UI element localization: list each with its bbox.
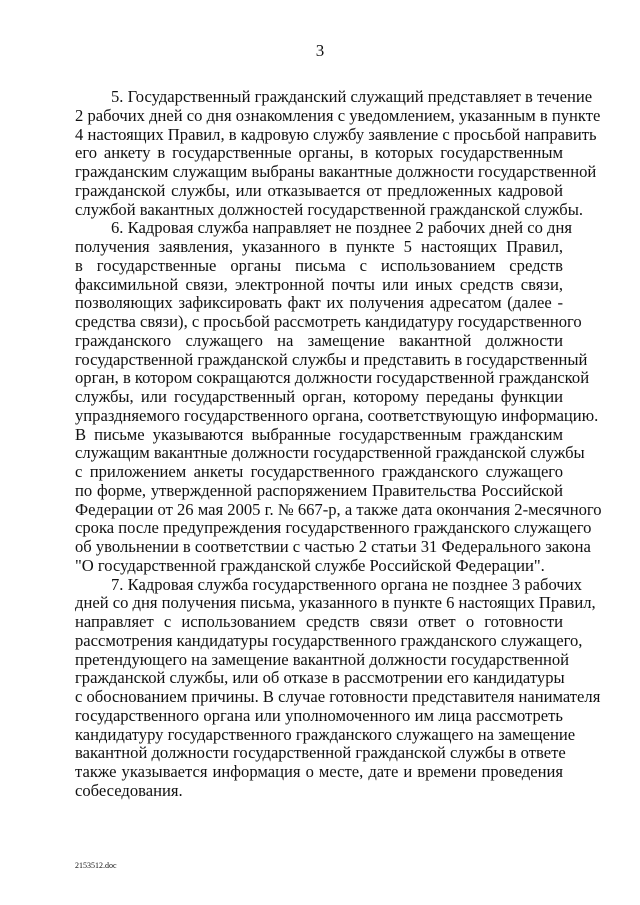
text-line: 2 рабочих дней со дня ознакомления с уведомлением, указанным в пункте bbox=[75, 105, 601, 125]
text-line: факсимильной связи, электронной почты или иных средств связи, bbox=[75, 274, 563, 294]
text-line: службой вакантных должностей государственной гражданской службы. bbox=[75, 199, 584, 219]
text-line: 7. Кадровая служба государственного органа не позднее 3 рабочих bbox=[111, 574, 582, 594]
text-line: 6. Кадровая служба направляет не позднее 2 рабочих дней со дня bbox=[111, 218, 572, 238]
paragraph-5 bbox=[75, 87, 601, 219]
text-line: направляет с использованием средств связи ответ о готовности bbox=[75, 612, 563, 631]
text-line: кандидатуру государственного гражданского служащего на замещение bbox=[75, 724, 576, 744]
text-line: срока после предупреждения государственного гражданского служащего bbox=[75, 518, 592, 538]
text-line: претендующего на замещение вакантной должности государственной bbox=[75, 649, 570, 669]
text-line: упраздняемого государственного органа, соответствующую информацию. bbox=[75, 405, 599, 425]
text-line: получения заявления, указанного в пункте 5 настоящих Правил, bbox=[75, 237, 563, 256]
paragraph-6 bbox=[75, 218, 602, 575]
text-line: Федерации от 26 мая 2005 г. № 667-р, а также дата окончания 2-месячного bbox=[75, 499, 602, 519]
document-body bbox=[75, 87, 602, 801]
text-line: его анкету в государственные органы, в которых государственным bbox=[75, 143, 563, 163]
footer-filename: 2153512.doc bbox=[75, 861, 117, 870]
text-line: службы, или государственный орган, которому переданы функции bbox=[75, 387, 563, 406]
text-line: собеседования. bbox=[75, 780, 183, 800]
text-line: рассмотрения кандидатуры государственного гражданского служащего, bbox=[75, 630, 583, 650]
text-line: государственной гражданской службы и представить в государственный bbox=[75, 349, 588, 369]
text-line: 5. Государственный гражданский служащий представляет в течение bbox=[111, 87, 593, 106]
paragraph-7 bbox=[75, 574, 601, 801]
text-line: государственного органа или уполномоченного им лица рассмотреть bbox=[75, 705, 563, 725]
text-line: в государственные органы письма с использованием средств bbox=[75, 255, 563, 275]
text-line: орган, в котором сокращаются должности государственной гражданской bbox=[75, 368, 590, 388]
text-line: позволяющих зафиксировать факт их получения адресатом (далее - bbox=[75, 293, 563, 313]
text-line: средства связи), с просьбой рассмотреть кандидатуру государственного bbox=[75, 312, 582, 331]
text-line: гражданской службы, или об отказе в рассмотрении его кандидатуры bbox=[75, 668, 565, 688]
text-line: "О государственной гражданской службе Российской Федерации". bbox=[75, 555, 545, 575]
text-line: с приложением анкеты государственного гражданского служащего bbox=[75, 462, 563, 481]
page-number: 3 bbox=[315, 41, 325, 60]
text-line: служащим вакантные должности государственной гражданской службы bbox=[75, 443, 585, 463]
text-line: В письме указываются выбранные государственным гражданским bbox=[75, 424, 563, 444]
text-line: с обоснованием причины. В случае готовности представителя нанимателя bbox=[75, 687, 601, 706]
text-line: дней со дня получения письма, указанного в пункте 6 настоящих Правил, bbox=[75, 593, 596, 613]
text-line: гражданским служащим выбраны вакантные должности государственной bbox=[75, 162, 597, 181]
text-line: по форме, утвержденной распоряжением Правительства Российской bbox=[75, 480, 563, 500]
text-line: гражданской службы, или отказывается от предложенных кадровой bbox=[75, 180, 563, 200]
text-line: вакантной должности государственной гражданской службы в ответе bbox=[75, 743, 566, 763]
text-line: об увольнении в соответствии с частью 2 статьи 31 Федерального закона bbox=[75, 537, 591, 556]
text-line: также указывается информация о месте, дате и времени проведения bbox=[75, 762, 563, 781]
text-line: гражданского служащего на замещение вакантной должности bbox=[75, 330, 563, 350]
text-line: 4 настоящих Правил, в кадровую службу заявление с просьбой направить bbox=[75, 124, 597, 144]
